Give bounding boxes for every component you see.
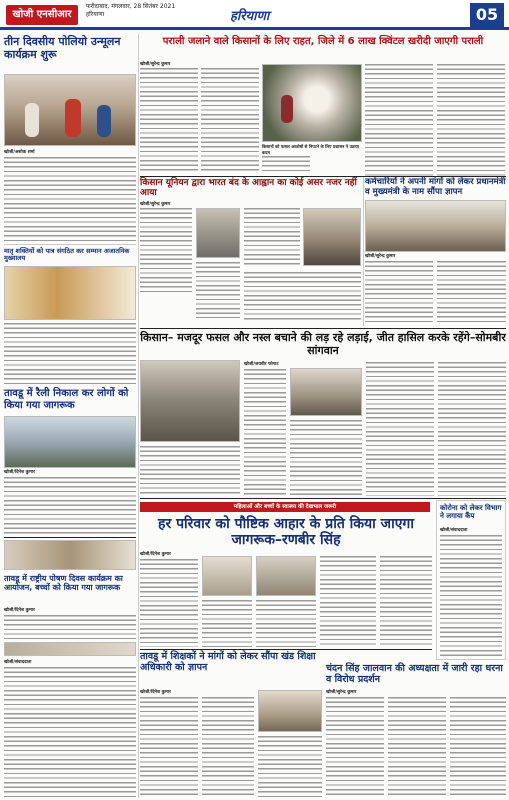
row-rule — [140, 328, 506, 329]
page-number: 05 — [470, 3, 504, 27]
bandh-photo-2 — [303, 208, 361, 266]
samman-photo — [4, 266, 136, 320]
parali-body-col5 — [437, 64, 505, 176]
karmachari-headline: कर्मचारियों ने अपनी मांगों को लेकर प्रधानमंत्री व मुख्यमंत्री के नाम सौंपा ज्ञापन — [365, 177, 506, 197]
shikshak-body-col1 — [140, 697, 198, 797]
corona-headline: कोरोना को लेकर विभाग ने लगाया कैंप — [440, 504, 502, 521]
polio-body — [4, 157, 136, 245]
rally-byline: खोजी/दिनेश कुमार — [4, 470, 35, 475]
samman-body — [4, 323, 136, 385]
column-rule — [363, 176, 364, 326]
ahaar-body-col1 — [140, 559, 198, 647]
ahaar-byline: खोजी/दिनेश कुमार — [140, 552, 171, 557]
parali-body-col3 — [262, 156, 310, 174]
chandan-byline: खोजी/सुरेन्द्र कुमार — [326, 690, 357, 695]
ahaar-headline: हर परिवार को पौष्टिक आहार के प्रति किया जाएगा जागरूक–रणबीर सिंह — [158, 516, 414, 549]
shikshak-body-col3 — [258, 736, 322, 797]
newspaper-logo: खोजी एनसीआर — [6, 5, 78, 25]
chandan-body-col2 — [388, 697, 446, 797]
shikshak-body-col2 — [202, 697, 254, 797]
row-rule — [140, 176, 506, 177]
chandan-body-col1 — [326, 697, 384, 797]
row-rule — [140, 649, 432, 650]
karmachari-byline: खोजी/सुरेन्द्र कुमार — [365, 254, 396, 259]
rally-photo — [4, 416, 136, 468]
shikshak-byline: खोजी/दिनेश कुमार — [140, 690, 171, 695]
rally-body — [4, 477, 136, 535]
parali-byline: खोजी/सुरेन्द्र कुमार — [140, 62, 171, 67]
kisan-body-col3 — [366, 362, 434, 496]
bandh-headline: किसान यूनियन द्वारा भारत बंद के आह्वान का कोई असर नजर नहीं आया — [140, 178, 357, 199]
kisan-photo-1 — [140, 360, 240, 442]
row-rule — [140, 498, 506, 499]
polio-photo — [4, 74, 136, 146]
parali-body-col2 — [201, 68, 259, 172]
poshan-body — [4, 615, 136, 639]
kisan-headline: किसान– मजदूर फसल और नस्ल बचाने की लड़ रहे लड़ाई, जीत हासिल करके रहेंगे–सोमबीर सांगवान — [140, 331, 506, 357]
karmchari-byline: खोजी/संवाददाता — [4, 660, 32, 665]
ahaar-body-col2 — [202, 600, 252, 647]
parali-caption: किसानों को फसल अवशेषों से निपटने के लिए प्रशासन ने उठाया कदम — [262, 144, 359, 155]
poshan-photo-2 — [4, 642, 136, 656]
ahaar-body-col4 — [320, 556, 376, 647]
karmachari-body-col1 — [365, 261, 433, 325]
bandh-body-col1 — [140, 208, 192, 294]
shikshak-photo — [258, 690, 322, 732]
karmachari-body-col2 — [437, 261, 506, 325]
chandan-headline: चंदन सिंह जालवान की अध्यक्षता में जारी रहा धरना व विरोध प्रदर्शन — [326, 663, 503, 685]
ahaar-photo-1 — [202, 556, 252, 596]
poshan-headline: तावडू में राष्ट्रीय पोषण दिवस कार्यक्रम का आयोजन, बच्चों को किया गया जागरूक — [4, 574, 123, 593]
bandh-photo-1 — [196, 208, 240, 258]
parali-body-col4 — [365, 64, 433, 176]
bandh-byline: खोजी/सुरेन्द्र कुमार — [140, 202, 171, 207]
parali-photo — [262, 64, 362, 142]
chandan-body-col3 — [450, 697, 506, 797]
kisan-photo-2 — [290, 368, 362, 416]
dateline: फरीदाबाद, मंगलवार, 28 सितंबर 2021 हरियाणा — [86, 3, 176, 18]
poshan-photo — [4, 540, 136, 570]
ahaar-body-col3 — [256, 600, 316, 647]
karmachari-photo — [365, 200, 506, 252]
poshan-byline: खोजी/दिनेश कुमार — [4, 608, 35, 613]
karmchari-body — [4, 667, 136, 797]
kisan-body-col1 — [244, 369, 286, 495]
polio-headline: तीन दिवसीय पोलियो उन्मूलन कार्यक्रम शुरू — [4, 35, 121, 61]
section-title: हरियाणा — [230, 9, 270, 24]
parali-headline: पराली जलाने वाले किसानों के लिए राहत, जिले में 6 लाख क्विंटल खरीदी जाएगी पराली — [162, 36, 484, 47]
corona-byline: खोजी/संवाददाता — [440, 528, 468, 533]
kisan-byline: खोजी/जयवीर फोगाट — [244, 362, 279, 367]
bandh-body-col3 — [244, 208, 300, 268]
kisan-body-col2 — [290, 420, 362, 496]
samman-headline: मातृ शक्तियों को पात्र संगठित कर सम्मान अजातनिक मुख्यालय — [4, 247, 130, 263]
polio-byline: खोजी/अशोक शर्मा — [4, 150, 35, 155]
column-rule — [138, 34, 139, 798]
ahaar-body-col5 — [380, 556, 432, 647]
kisan-body-col4 — [438, 362, 506, 496]
parali-body-col1 — [140, 68, 198, 172]
shikshak-headline: तावडू में शिक्षकों ने मांगों को लेकर सौंपा खंड शिक्षा अधिकारी को ज्ञापन — [140, 651, 316, 673]
row-rule — [4, 537, 136, 538]
rally-headline: तावडू में रैली निकाल कर लोगों को किया गया जागरूक — [4, 388, 129, 411]
bandh-body-col2 — [196, 262, 240, 318]
kisan-body-col0 — [140, 446, 240, 496]
ahaar-photo-2 — [256, 556, 316, 596]
health-banner: महिलाओं और बच्चों के स्वास्थ्य की देखभाल जरूरी — [140, 502, 430, 512]
corona-body — [440, 535, 502, 657]
bandh-body-col4 — [244, 272, 361, 322]
